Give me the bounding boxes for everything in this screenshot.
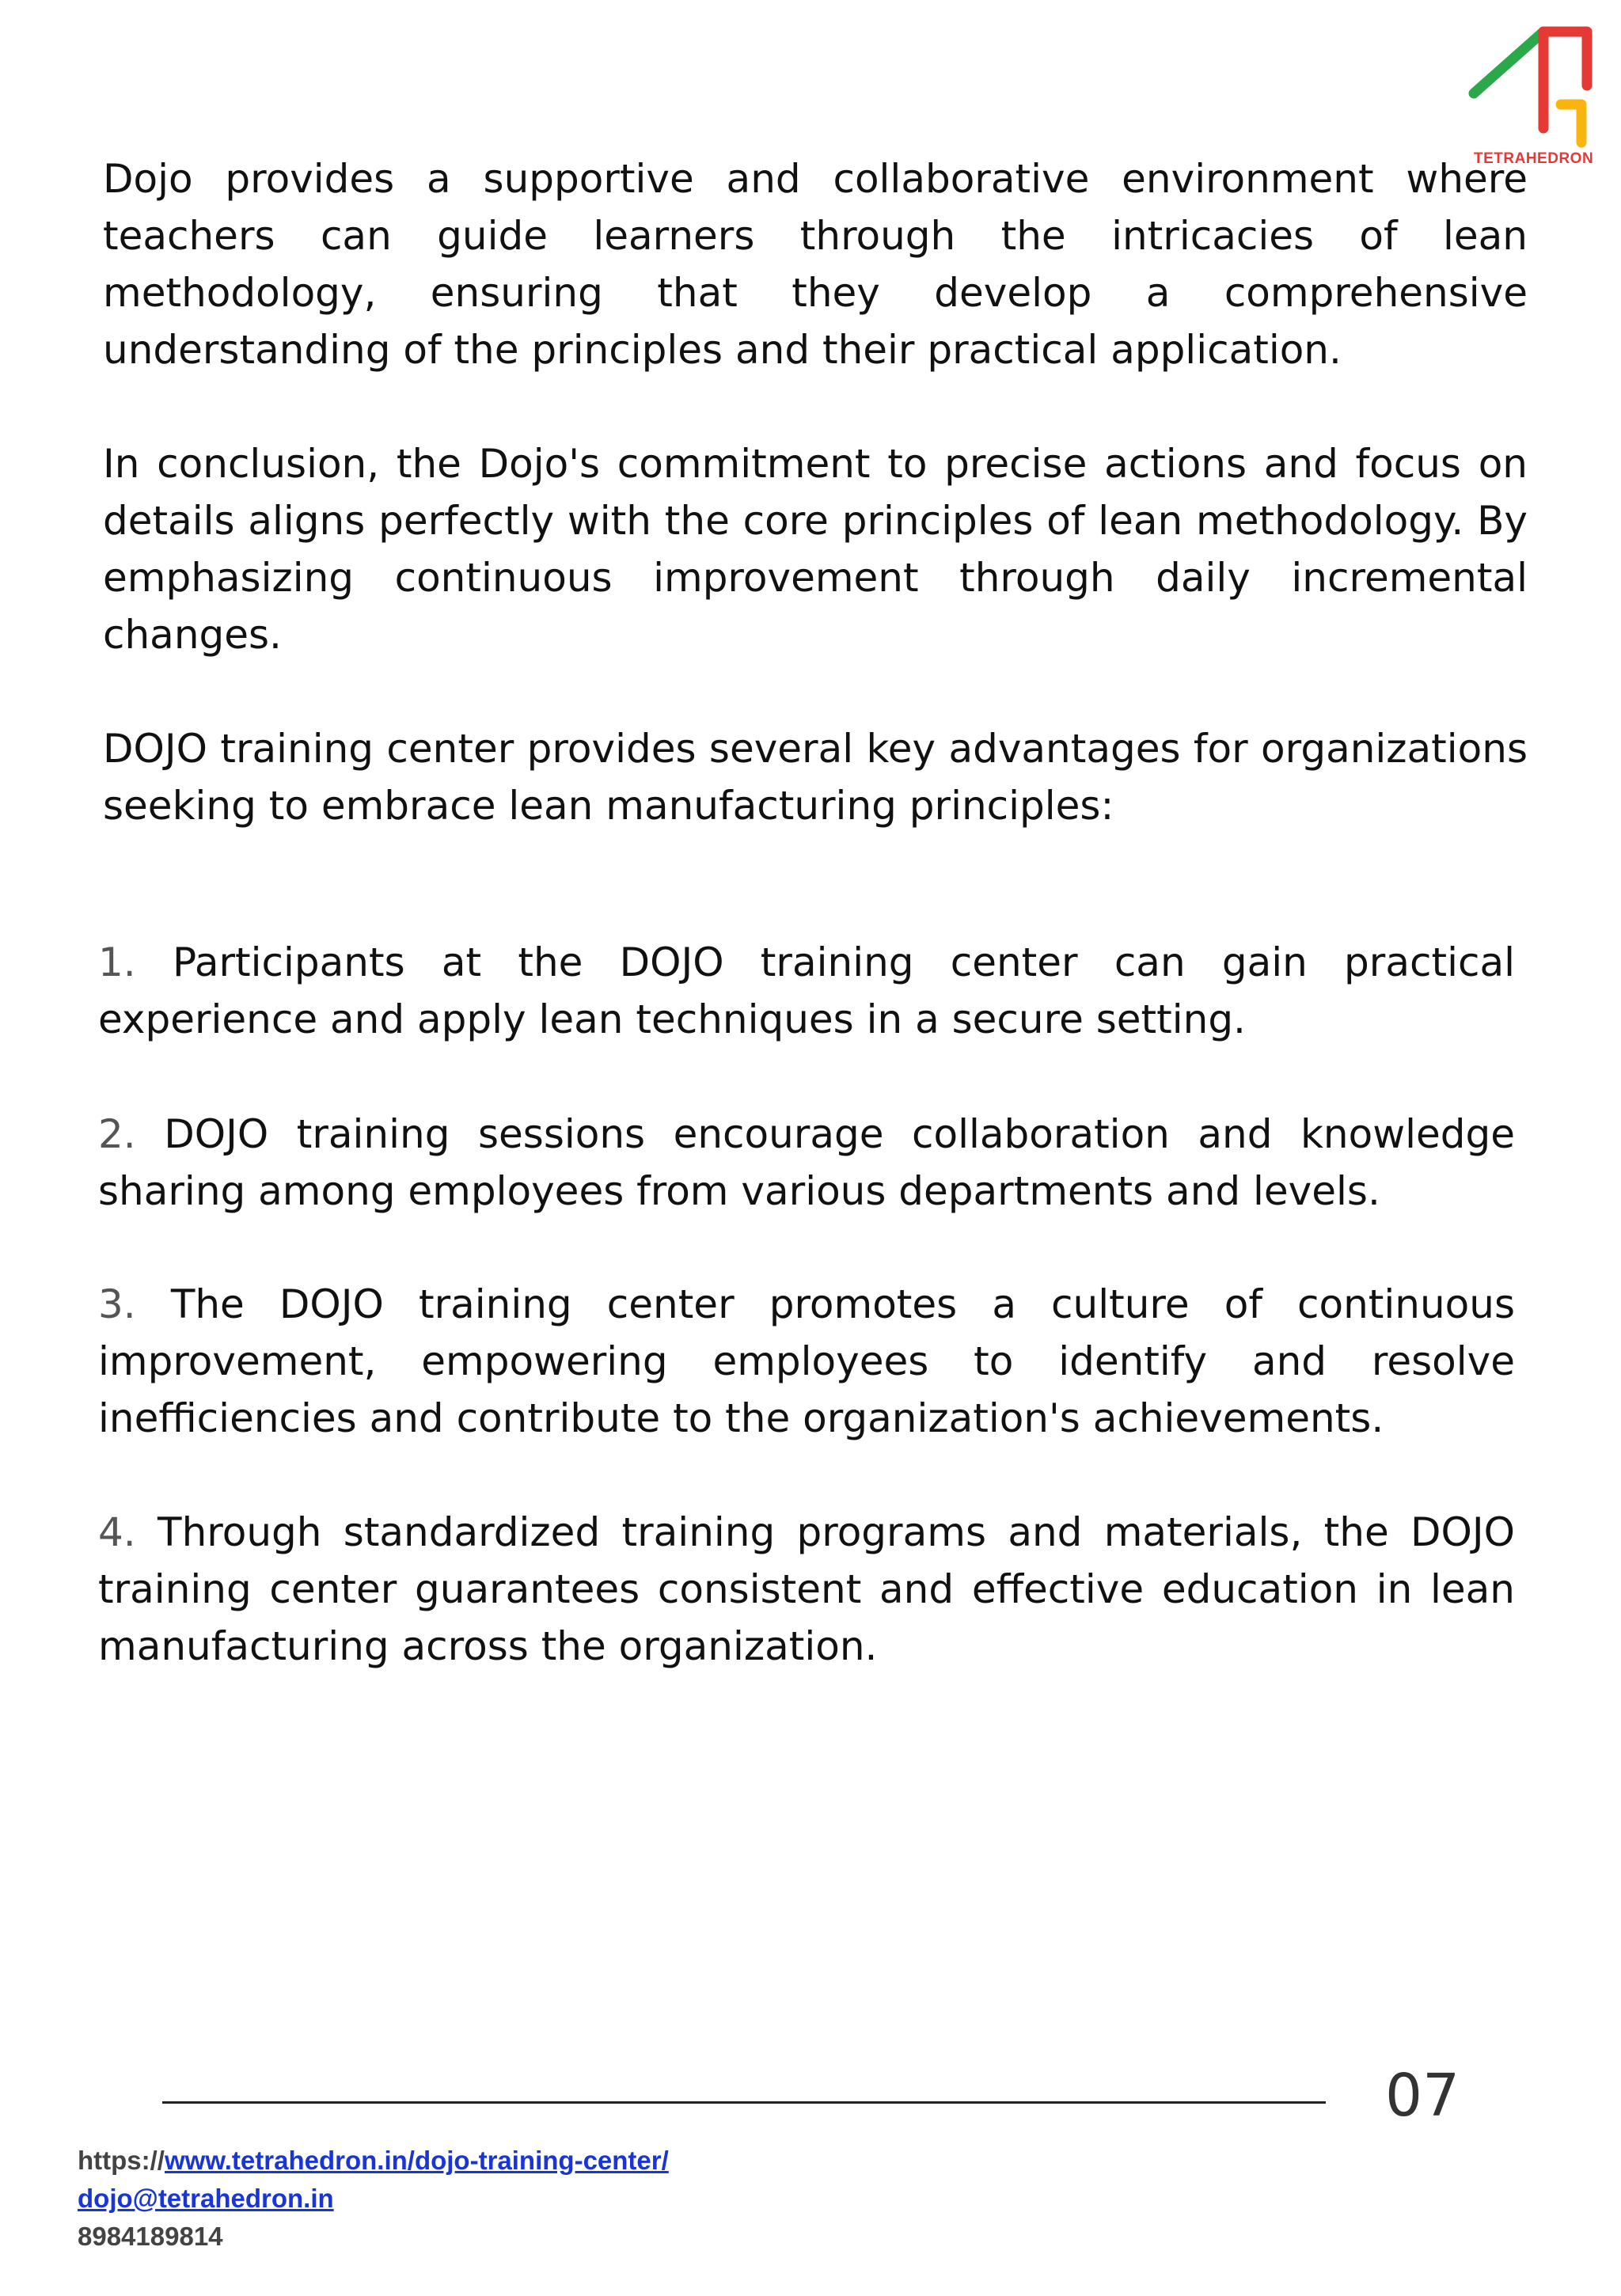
paragraph-conclusion: In conclusion, the Dojo's commitment to precise actions and focus on details aligns perfectly with the core principles of lean methodology. By emphasizing continuous improvement through daily incremental changes. [103, 441, 1528, 658]
list-item-text: The DOJO training center promotes a culture of continuous improvement, empowering employees to identify and resolve inefficiencies and contribute to the organization's achievements. [98, 1281, 1515, 1441]
logo-green-stroke [1474, 32, 1543, 93]
list-item-number: 3. [98, 1281, 136, 1327]
paragraph-advantages-intro: DOJO training center provides several key advantages for organizations seeking to embrace lean manufacturing principles: [103, 726, 1528, 829]
list-item-text: Participants at the DOJO training center can gain practical experience and apply lean techniques in a secure setting. [98, 939, 1515, 1042]
list-item-text: DOJO training sessions encourage collaboration and knowledge sharing among employees from various departments and levels. [98, 1111, 1515, 1214]
footer-url-prefix: https:// [78, 2146, 165, 2175]
list-item [98, 934, 1515, 1048]
list-item-number: 1. [98, 939, 136, 985]
list-item [98, 1106, 1515, 1220]
logo-red-top [1543, 32, 1587, 85]
footer-phone: 8984189814 [78, 2222, 223, 2251]
list-item [98, 1276, 1515, 1447]
list-item-number: 4. [98, 1509, 136, 1555]
footer-website [78, 2145, 669, 2176]
page-number: 07 [1385, 2062, 1460, 2130]
list-item-text: Through standardized training programs and materials, the DOJO training center guarantees consistent and effective education in lean manufacturing across the organization. [98, 1509, 1515, 1669]
logo-yellow-stroke [1561, 104, 1581, 142]
list-item [98, 1504, 1515, 1675]
email-link[interactable]: dojo@tetrahedron.in [78, 2184, 334, 2213]
footer-email [78, 2183, 334, 2214]
logo-text: TETRAHEDRON [1474, 150, 1594, 167]
paragraph-dojo-environment: Dojo provides a supportive and collaborative environment where teachers can guide learners through the intricacies of lean methodology, ensuring that they develop a comprehensive understanding of the principles and their practical application. [103, 156, 1528, 373]
list-item-number: 2. [98, 1111, 136, 1157]
footer-divider [162, 2101, 1326, 2104]
website-link[interactable]: www.tetrahedron.in/dojo-training-center/ [164, 2146, 669, 2175]
